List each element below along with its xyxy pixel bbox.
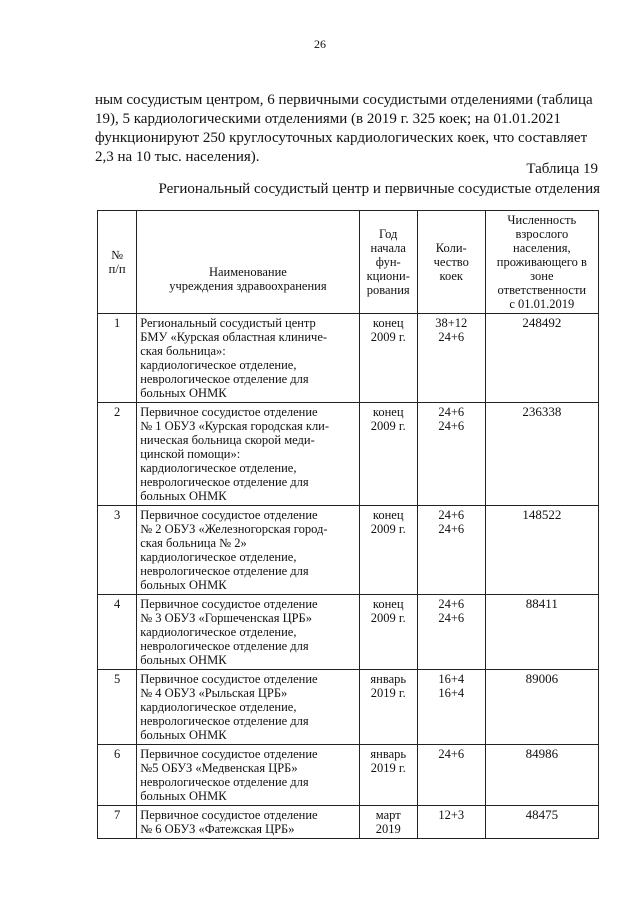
table-row <box>98 403 599 506</box>
header-line: Коли- <box>435 241 467 255</box>
institution-name-line: БМУ «Курская областная клиниче- <box>140 330 328 344</box>
institution-name <box>137 595 359 670</box>
table-label: Таблица 19 <box>526 161 598 177</box>
start-year-line: 2019 г. <box>370 686 406 700</box>
start-year <box>359 403 417 506</box>
intro-line: 19), 5 кардиологическими отделениями (в 2019 г. 325 коек; на 01.01.2021 <box>95 111 561 127</box>
adult-population: 248492 <box>485 314 598 403</box>
header-line: рования <box>366 283 410 297</box>
bed-count-line: 24+6 <box>438 405 465 419</box>
row-number: 6 <box>98 745 137 806</box>
institution-name-line: больных ОНМК <box>140 578 227 592</box>
adult-population: 48475 <box>485 806 598 839</box>
institution-name-line: больных ОНМК <box>140 489 227 503</box>
institution-name <box>137 806 359 839</box>
header-name <box>137 211 359 314</box>
table-body <box>98 314 599 839</box>
start-year-line: 2019 <box>375 822 401 836</box>
header-line: п/п <box>108 262 126 276</box>
intro-line: функционируют 250 круглосуточных кардиологических коек, что составляет <box>95 130 588 146</box>
start-year-line: 2009 г. <box>370 522 406 536</box>
start-year <box>359 745 417 806</box>
bed-count <box>417 506 485 595</box>
header-line: ответственности <box>497 283 587 297</box>
bed-count <box>417 745 485 806</box>
header-population <box>485 211 598 314</box>
institution-name-line: № 1 ОБУЗ «Курская городская кли- <box>140 419 330 433</box>
header-line: Год <box>379 227 398 241</box>
header-line: коек <box>439 269 463 283</box>
bed-count-line: 24+6 <box>438 419 465 433</box>
start-year-line: конец <box>372 405 404 419</box>
institution-name <box>137 670 359 745</box>
header-line: № <box>111 248 124 262</box>
start-year-line: 2019 г. <box>370 761 406 775</box>
institution-name-line: больных ОНМК <box>140 386 227 400</box>
start-year-line: март <box>375 808 401 822</box>
header-line: населения, <box>513 241 571 255</box>
institution-name-line: неврологическое отделение для <box>140 475 309 489</box>
institution-name-line: неврологическое отделение для <box>140 372 309 386</box>
institution-name-line: Первичное сосудистое отделение <box>140 747 318 761</box>
institution-name-line: ская больница»: <box>140 344 226 358</box>
start-year <box>359 314 417 403</box>
institution-name-line: кардиологическое отделение, <box>140 461 297 475</box>
header-line: с 01.01.2019 <box>509 297 575 311</box>
institution-name-line: № 4 ОБУЗ «Рыльская ЦРБ» <box>140 686 288 700</box>
institution-name-line: № 6 ОБУЗ «Фатежская ЦРБ» <box>140 822 295 836</box>
institution-name-line: неврологическое отделение для <box>140 639 309 653</box>
adult-population: 84986 <box>485 745 598 806</box>
start-year-line: конец <box>372 508 404 522</box>
header-line: проживающего в <box>496 255 587 269</box>
bed-count <box>417 314 485 403</box>
page-number: 26 <box>314 37 326 51</box>
institution-name <box>137 314 359 403</box>
adult-population: 148522 <box>485 506 598 595</box>
bed-count-line: 16+4 <box>438 672 465 686</box>
start-year-line: 2009 г. <box>370 611 406 625</box>
header-line: взрослого <box>515 227 569 241</box>
institution-name-line: Первичное сосудистое отделение <box>140 808 318 822</box>
institution-name-line: больных ОНМК <box>140 789 227 803</box>
header-num <box>98 211 137 314</box>
row-number: 4 <box>98 595 137 670</box>
intro-line: ным сосудистым центром, 6 первичными сосудистыми отделениями (таблица <box>95 92 593 108</box>
institution-name-line: больных ОНМК <box>140 653 227 667</box>
start-year <box>359 595 417 670</box>
institution-name-line: Региональный сосудистый центр <box>140 316 316 330</box>
start-year-line: 2009 г. <box>370 330 406 344</box>
bed-count-line: 38+12 <box>435 316 468 330</box>
header-line: учреждения здравоохранения <box>169 279 327 293</box>
institution-name-line: № 3 ОБУЗ «Горшеченская ЦРБ» <box>140 611 312 625</box>
start-year <box>359 670 417 745</box>
institution-name-line: Первичное сосудистое отделение <box>140 597 318 611</box>
header-year <box>359 211 417 314</box>
start-year <box>359 806 417 839</box>
institution-name <box>137 403 359 506</box>
institution-name-line: кардиологическое отделение, <box>140 700 297 714</box>
header-line: зоне <box>530 269 554 283</box>
header-line: кциони- <box>366 269 410 283</box>
start-year <box>359 506 417 595</box>
start-year-line: конец <box>372 597 404 611</box>
header-line: Наименование <box>208 265 287 279</box>
adult-population: 89006 <box>485 670 598 745</box>
bed-count-line: 24+6 <box>438 597 465 611</box>
row-number: 5 <box>98 670 137 745</box>
bed-count <box>417 403 485 506</box>
institution-name-line: кардиологическое отделение, <box>140 625 297 639</box>
intro-paragraph <box>95 91 598 167</box>
row-number: 3 <box>98 506 137 595</box>
bed-count <box>417 595 485 670</box>
header-line: чество <box>433 255 469 269</box>
table-title: Региональный сосудистый центр и первичные сосудистые отделения <box>158 181 600 197</box>
intro-line: 2,3 на 10 тыс. населения). <box>95 149 260 165</box>
institution-name-line: неврологическое отделение для <box>140 775 309 789</box>
institution-name-line: кардиологическое отделение, <box>140 358 297 372</box>
header-line: фун- <box>375 255 401 269</box>
table-row <box>98 506 599 595</box>
start-year-line: конец <box>372 316 404 330</box>
bed-count-line: 24+6 <box>438 522 465 536</box>
institution-name-line: Первичное сосудистое отделение <box>140 405 318 419</box>
vascular-centers-table <box>97 210 599 839</box>
adult-population: 236338 <box>485 403 598 506</box>
table-row <box>98 670 599 745</box>
institution-name-line: ническая больница скорой меди- <box>140 433 315 447</box>
table-row <box>98 314 599 403</box>
table-row <box>98 595 599 670</box>
adult-population: 88411 <box>485 595 598 670</box>
start-year-line: январь <box>370 672 407 686</box>
header-line: начала <box>370 241 406 255</box>
bed-count <box>417 670 485 745</box>
institution-name-line: Первичное сосудистое отделение <box>140 508 318 522</box>
start-year-line: 2009 г. <box>370 419 406 433</box>
institution-name-line: неврологическое отделение для <box>140 564 309 578</box>
bed-count-line: 16+4 <box>438 686 465 700</box>
institution-name-line: № 2 ОБУЗ «Железногорская город- <box>140 522 328 536</box>
row-number: 2 <box>98 403 137 506</box>
row-number: 7 <box>98 806 137 839</box>
bed-count-line: 12+3 <box>438 808 465 822</box>
row-number: 1 <box>98 314 137 403</box>
start-year-line: январь <box>370 747 407 761</box>
bed-count-line: 24+6 <box>438 330 465 344</box>
institution-name <box>137 506 359 595</box>
institution-name-line: цинской помощи»: <box>140 447 241 461</box>
bed-count <box>417 806 485 839</box>
institution-name-line: №5 ОБУЗ «Медвенская ЦРБ» <box>140 761 298 775</box>
institution-name-line: Первичное сосудистое отделение <box>140 672 318 686</box>
institution-name-line: больных ОНМК <box>140 728 227 742</box>
bed-count-line: 24+6 <box>438 747 465 761</box>
institution-name-line: неврологическое отделение для <box>140 714 309 728</box>
institution-name <box>137 745 359 806</box>
table-header-row <box>98 211 599 314</box>
table-row <box>98 806 599 839</box>
table-row <box>98 745 599 806</box>
header-beds <box>417 211 485 314</box>
bed-count-line: 24+6 <box>438 611 465 625</box>
institution-name-line: кардиологическое отделение, <box>140 550 297 564</box>
bed-count-line: 24+6 <box>438 508 465 522</box>
institution-name-line: ская больница № 2» <box>140 536 247 550</box>
header-line: Численность <box>507 213 577 227</box>
